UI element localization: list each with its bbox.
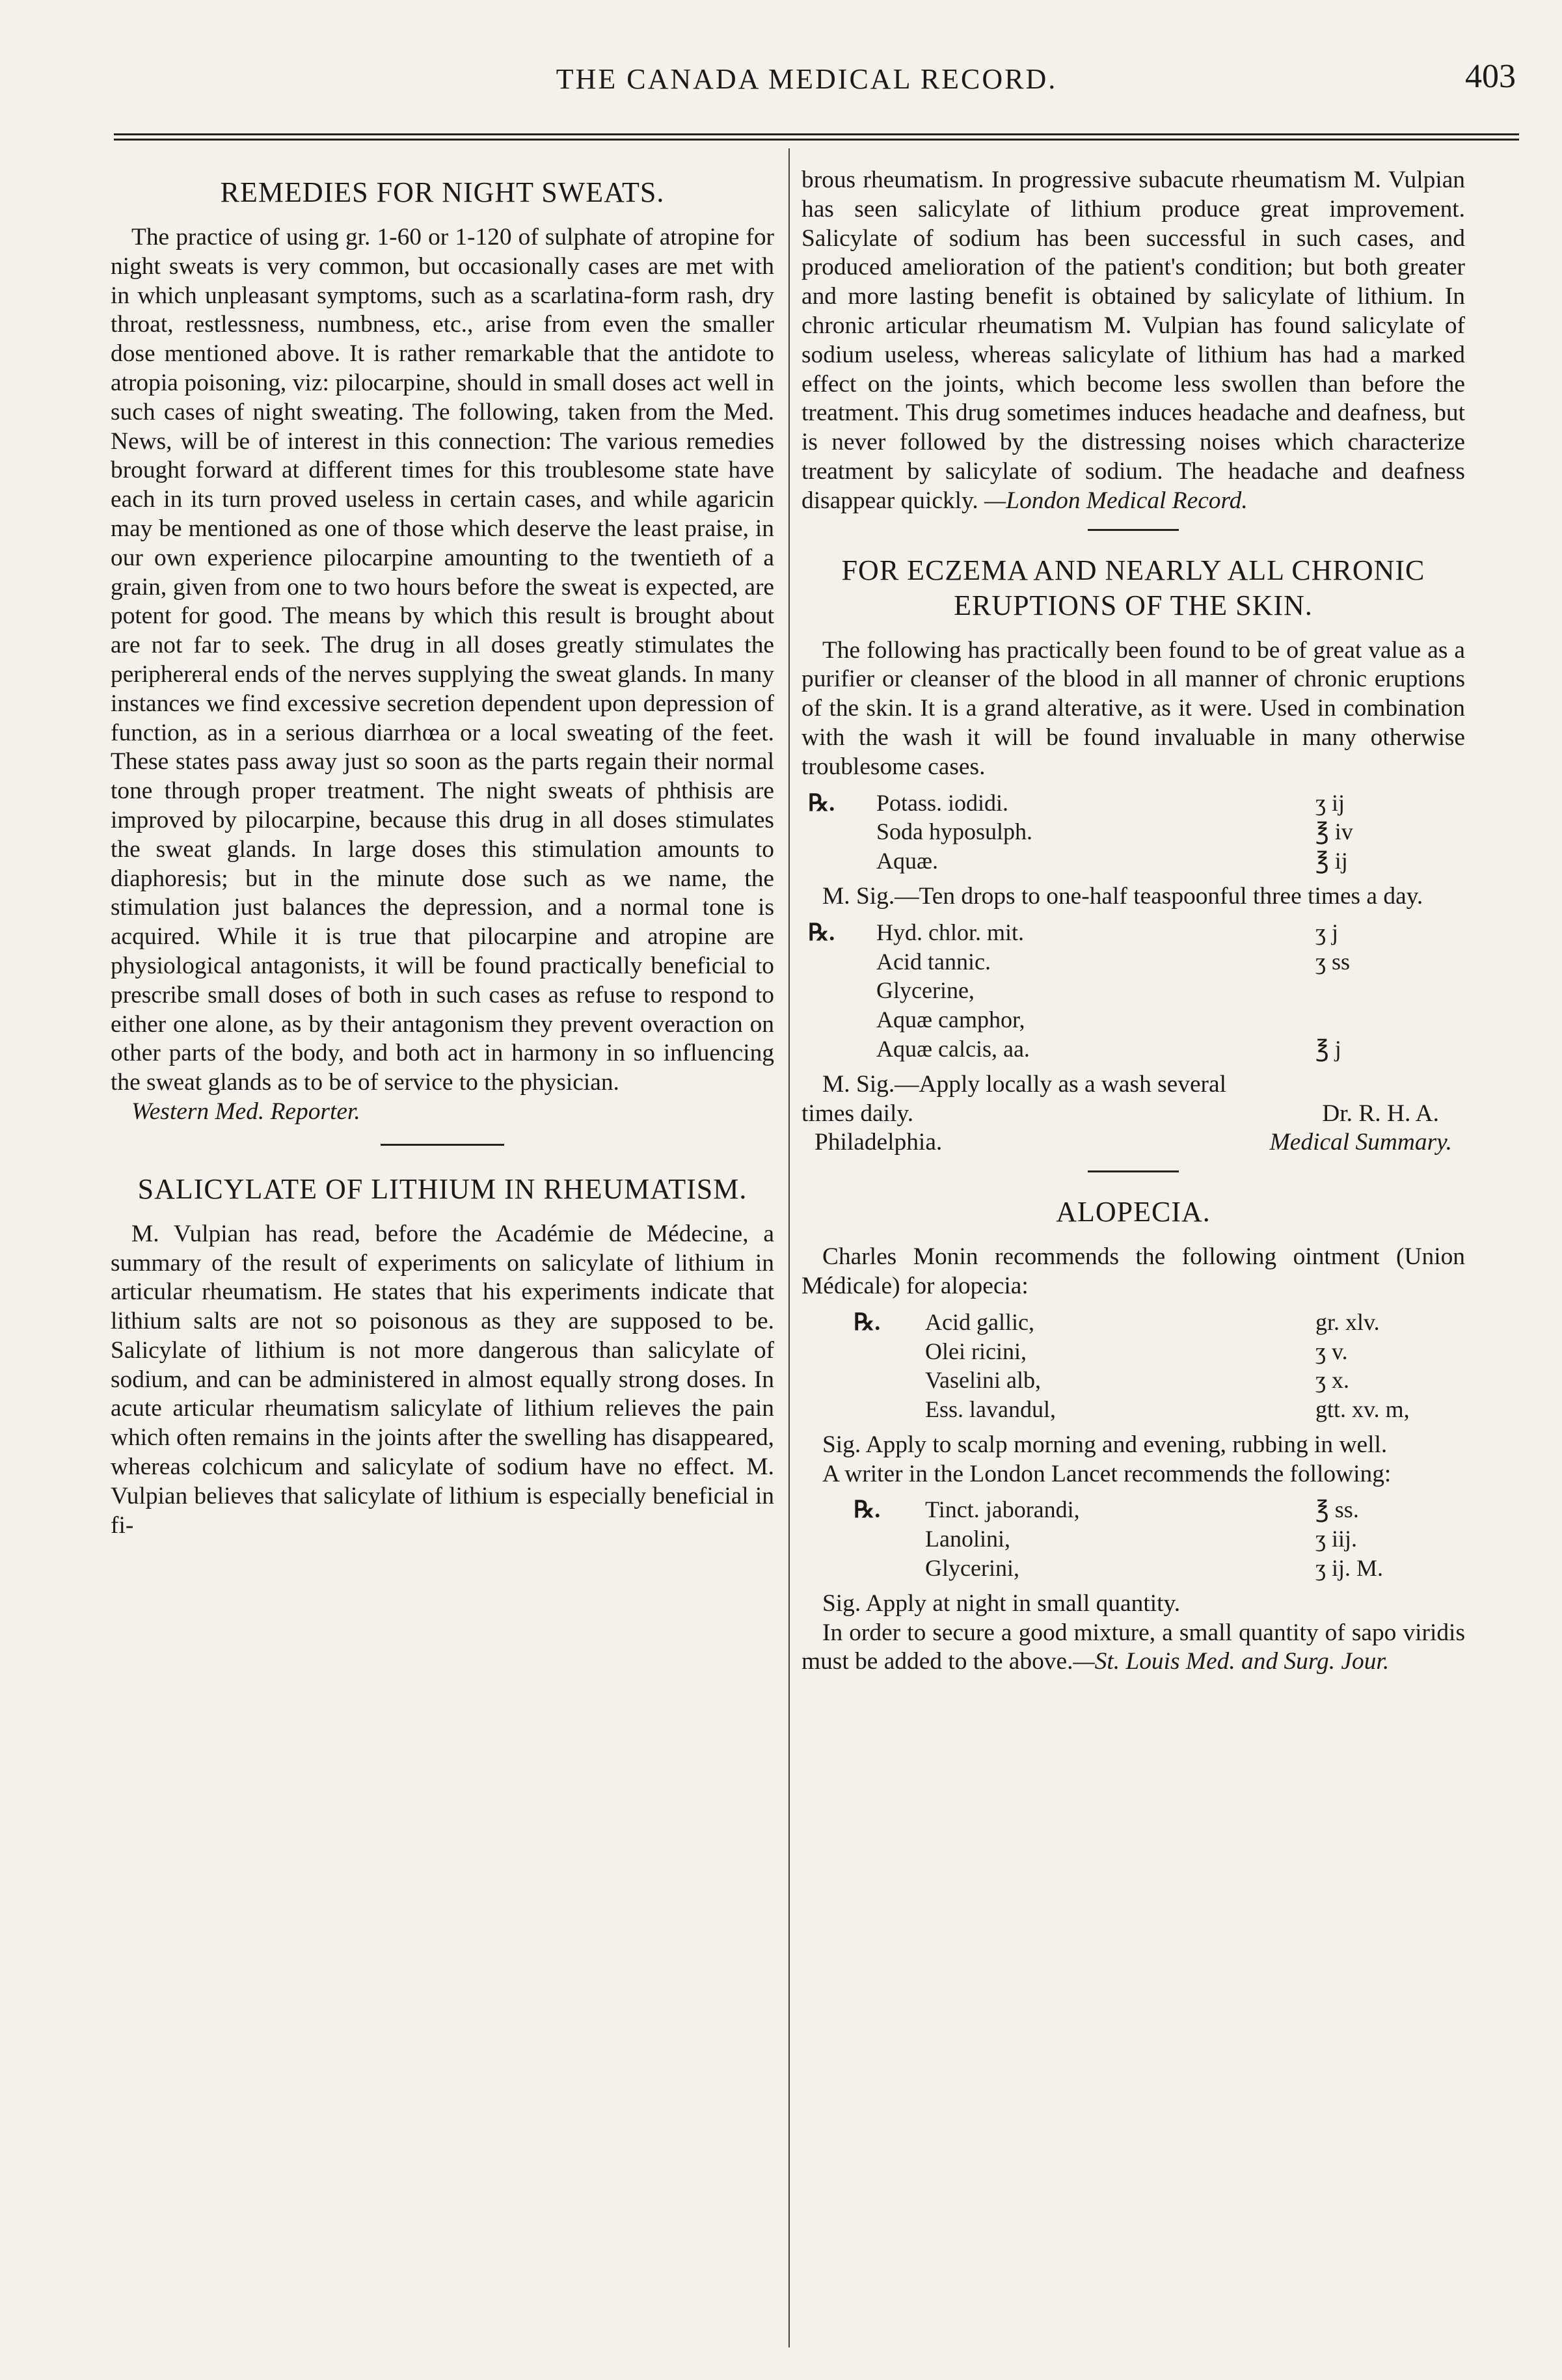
eczema-prescription-2 bbox=[801, 918, 1465, 1064]
rx-ingredient: Glycerine, bbox=[876, 977, 975, 1004]
rx-ingredient: Potass. iodidi. bbox=[876, 789, 1009, 816]
rx-quantity: ʒ ss bbox=[1315, 948, 1350, 975]
rx-symbol: ℞. bbox=[808, 789, 835, 816]
prescription-line bbox=[801, 918, 1465, 947]
prescription-line bbox=[801, 1337, 1465, 1366]
eczema-heading: FOR ECZEMA AND NEARLY ALL CHRONIC ERUPTIONS OF THE SKIN. bbox=[841, 554, 1425, 621]
prescription-line bbox=[801, 1524, 1465, 1554]
journal-title: THE CANADA MEDICAL RECORD. bbox=[556, 63, 1058, 95]
rx-quantity: ℥ ij bbox=[1315, 848, 1348, 874]
alopecia-sig-2: Sig. Apply at night in small quantity. bbox=[822, 1589, 1181, 1617]
rx-ingredient: Ess. lavandul, bbox=[925, 1396, 1056, 1423]
rx-quantity: ʒ j bbox=[1315, 919, 1338, 945]
rx-ingredient: Vaselini alb, bbox=[925, 1367, 1041, 1394]
rx-ingredient: Acid gallic, bbox=[925, 1308, 1034, 1335]
header-rule-top bbox=[114, 133, 1519, 135]
rx-ingredient: Tinct. jaborandi, bbox=[925, 1496, 1080, 1523]
eczema-prescription-1 bbox=[801, 789, 1465, 876]
rx-symbol: ℞. bbox=[854, 1308, 881, 1335]
rx-ingredient: Aquæ. bbox=[876, 848, 939, 874]
rx-quantity: gr. xlv. bbox=[1315, 1308, 1380, 1335]
prescription-line bbox=[801, 846, 1465, 876]
rx-ingredient: Glycerini, bbox=[925, 1555, 1019, 1582]
rx-symbol: ℞. bbox=[808, 919, 835, 945]
column-divider bbox=[788, 148, 790, 2347]
rx-ingredient: Aquæ camphor, bbox=[876, 1007, 1025, 1033]
rx-quantity: gtt. xv. m, bbox=[1315, 1396, 1410, 1423]
rx-symbol: ℞. bbox=[854, 1496, 881, 1523]
night-sweats-credit: Western Med. Reporter. bbox=[131, 1098, 360, 1125]
eczema-credit: Medical Summary. bbox=[1269, 1129, 1452, 1156]
rx-quantity: ℥ j bbox=[1315, 1035, 1341, 1062]
prescription-line bbox=[801, 1034, 1465, 1064]
rx-ingredient: Lanolini, bbox=[925, 1526, 1010, 1552]
prescription-line bbox=[801, 789, 1465, 818]
prescription-line bbox=[801, 947, 1465, 977]
section-separator bbox=[1088, 529, 1179, 531]
page-number: 403 bbox=[1465, 58, 1516, 95]
page-header bbox=[98, 57, 1516, 109]
salicylate-body: M. Vulpian has read, before the Académie de Médecine, a summary of the result of experiments on salicylate of lithium in articular rheumatism. He states that his experiments indicate that lithium salts are not so poisonous as they are supposed to be. Salicylate of lithium is not more dangerous than salicylate of sodium, and can be administered in almost equally strong doses. In acute articular rheumatism salicylate of lithium relieves the pain which often remains in the joints after the swelling has disappeared, whereas colchicum and salicylate of sodium have no effect. M. Vulpian believes that salicylate of lithium is especially beneficial in fi- bbox=[111, 1220, 774, 1539]
rx-quantity: ʒ ij bbox=[1315, 789, 1345, 816]
rx-ingredient: Acid tannic. bbox=[876, 948, 991, 975]
rx-ingredient: Aquæ calcis, aa. bbox=[876, 1035, 1030, 1062]
prescription-line bbox=[801, 1395, 1465, 1424]
rx-quantity: ʒ x. bbox=[1315, 1367, 1349, 1394]
eczema-credit-line bbox=[801, 1128, 1465, 1157]
section-separator bbox=[381, 1144, 504, 1146]
alopecia-prescription-1 bbox=[801, 1308, 1465, 1424]
rx-quantity: ℥ iv bbox=[1315, 818, 1353, 845]
rx-quantity: ʒ iij. bbox=[1315, 1526, 1357, 1552]
prescription-line bbox=[801, 1366, 1465, 1395]
salicylate-continued-text: brous rheumatism. In progressive subacute rheumatism M. Vulpian has seen salicylate of lithium produce great improvement. Salicylate of sodium has been successful in such cases, and produced amelioration of the patient's condition; but both greater and more lasting benefit is obtained by salicylate of lithium. In chronic articular rheumatism M. Vulpian has found salicylate of sodium useless, whereas salicylate of lithium has had a marked effect on the joints, which become less swollen than before the treatment. This drug sometimes induces headache and deafness, but is never followed by the distressing noises which characterize treatment by salicylate of sodium. The headache and deafness disappear quickly. bbox=[801, 167, 1465, 514]
eczema-sig-1: M. Sig.—Ten drops to one-half teaspoonful three times a day. bbox=[822, 882, 1423, 910]
alopecia-prescription-2 bbox=[801, 1495, 1465, 1582]
eczema-sig-2-left: times daily. bbox=[801, 1100, 914, 1127]
prescription-line bbox=[801, 1554, 1465, 1583]
salicylate-credit: —London Medical Record. bbox=[984, 487, 1248, 514]
salicylate-body-continued bbox=[801, 166, 1465, 516]
rx-quantity: ℥ ss. bbox=[1315, 1496, 1359, 1523]
eczema-body: The following has practically been found to be of great value as a purifier or cleanser of the blood in all manner of chronic eruptions of the skin. It is a grand alterative, as it were. Used in combination with the wash it will be found invaluable in many otherwise troublesome cases. bbox=[801, 636, 1465, 780]
alopecia-sig-1: Sig. Apply to scalp morning and evening, rubbing in well. bbox=[822, 1431, 1388, 1458]
alopecia-closing-text: In order to secure a good mixture, a small quantity of sapo viridis must be added to the above. bbox=[801, 1619, 1465, 1675]
prescription-line bbox=[801, 1005, 1465, 1034]
alopecia-intro: Charles Monin recommends the following ointment (Union Médicale) for alopecia: bbox=[801, 1243, 1465, 1299]
prescription-line bbox=[801, 1308, 1465, 1337]
salicylate-heading: SALICYLATE OF LITHIUM IN RHEUMATISM. bbox=[137, 1172, 747, 1205]
alopecia-credit: —St. Louis Med. and Surg. Jour. bbox=[1073, 1648, 1390, 1675]
night-sweats-body: The practice of using gr. 1-60 or 1-120 of sulphate of atropine for night sweats is very common, but occasionally cases are met with in which unpleasant symptoms, such as a scarlatina-form rash, dry throat, restlessness, numbness, etc., arise from even the smaller dose mentioned above. It is rather remarkable that the antidote to atropia poisoning, viz: pilocarpine, should in small doses act well in such cases of night sweating. The following, taken from the Med. News, will be of interest in this connection: The various remedies brought forward at different times for this troublesome state have each in its turn proved useless in certain cases, and while agaricin may be mentioned as one of those which deserve the least praise, in our own experience pilocarpine amounting to the twentieth of a grain, given from one to two hours before the sweat is expected, are potent for good. The means by which this result is brought about are not far to seek. The drug in all doses greatly stimulates the periphereral ends of the nerves supplying the sweat glands. In many instances we find excessive secretion dependent upon depression of function, as in a serious diarrhœa or a local sweating of the feet. These states pass away just so soon as the parts regain their normal tone through proper treatment. The night sweats of phthisis are improved by pilocarpine, because this drug in all doses stimulates the sweat glands. In large doses this stimulation amounts to diaphoresis; but in the minute dose such as we name, the stimulation just balances the depression, and a normal tone is acquired. While it is true that pilocarpine and atropine are physiological antagonists, it will be found practically beneficial to prescribe small doses of both in such cases as refuse to respond to either one alone, as by their antagonism they prevent overaction on other parts of the body, and both act in harmony in so influencing the sweat glands as to be of service to the physician. bbox=[111, 224, 774, 1096]
section-separator bbox=[1088, 1170, 1179, 1172]
prescription-line bbox=[801, 1495, 1465, 1524]
eczema-place: Philadelphia. bbox=[815, 1129, 943, 1156]
alopecia-closing bbox=[801, 1619, 1465, 1677]
rx-quantity: ʒ ij. M. bbox=[1315, 1555, 1383, 1582]
eczema-sig-2-line bbox=[801, 1100, 1465, 1129]
rx-ingredient: Olei ricini, bbox=[925, 1338, 1027, 1364]
night-sweats-heading: REMEDIES FOR NIGHT SWEATS. bbox=[220, 176, 665, 208]
rx-quantity: ʒ v. bbox=[1315, 1338, 1348, 1364]
right-column bbox=[801, 166, 1465, 1677]
eczema-doctor: Dr. R. H. A. bbox=[1322, 1100, 1439, 1127]
alopecia-heading: ALOPECIA. bbox=[1056, 1196, 1211, 1228]
left-column bbox=[111, 166, 774, 1540]
prescription-line bbox=[801, 976, 1465, 1005]
header-rule-bottom bbox=[114, 139, 1519, 141]
rx-ingredient: Soda hyposulph. bbox=[876, 818, 1033, 845]
alopecia-lancet: A writer in the London Lancet recommends the following: bbox=[822, 1460, 1392, 1487]
rx-ingredient: Hyd. chlor. mit. bbox=[876, 919, 1024, 945]
eczema-sig-2: M. Sig.—Apply locally as a wash several bbox=[822, 1070, 1226, 1098]
prescription-line bbox=[801, 817, 1465, 846]
